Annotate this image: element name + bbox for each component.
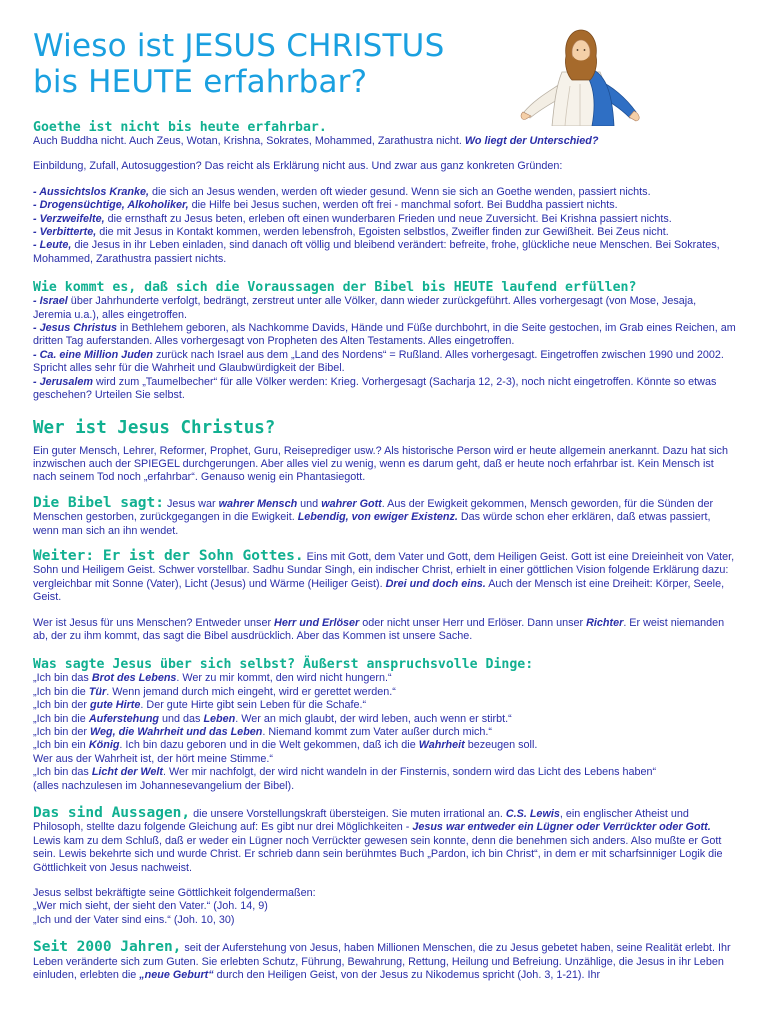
- list-item: „Ich bin ein König. Ich bin dazu geboren und in die Welt gekommen, daß ich die Wahrheit bezeugen soll.: [33, 739, 538, 752]
- section-heading-jesus-sayings: Was sagte Jesus über sich selbst? Äußerst anspruchsvolle Dinge:: [33, 657, 534, 673]
- list-item: - Verzweifelte, die ernsthaft zu Jesus beten, erleben oft einen wunderbaren Frieden und neue Zuversicht. Bei Krishna passiert nichts.: [33, 212, 672, 225]
- paragraph-2000-years: Seit 2000 Jahren, seit der Auferstehung von Jesus, haben Millionen Menschen, die zu Jesus gebetet haben, seine Realität erlebt. Ihr Leben veränderte sich zum Guten. Sie erlebten Schutz, Führung, Bewahrung, Rettung, Heilung und Befreiung. Unzählige, die Jesus in ihr Leben einluden, erlebten die „neue Geburt“ durch den Heiligen Geist, von der Jesus zu Nikodemus spricht (Joh. 3, 1-21). Ihr: [33, 939, 731, 982]
- list-item: - Ca. eine Million Juden zurück nach Israel aus dem „Land des Nordens“ = Rußland. Alles vorhergesagt. Eingetroffen zwischen 1990 und 2002. Spricht alles sehr für die Wahrheit und Glaubwürdigkeit der Bibel.: [33, 348, 724, 375]
- quote-line: „Wer mich sieht, der sieht den Vater.“ (Joh. 14, 9): [33, 900, 268, 913]
- list-item: - Jerusalem wird zum „Taumelbecher“ für alle Völker werden: Krieg. Vorhergesagt (Sacharja 12, 2-3), noch nicht eingetroffen. Könnte so etwas geschehen? Urteilen Sie selbst.: [33, 375, 717, 402]
- list-item: „Ich bin das Licht der Welt. Wer mir nachfolgt, der wird nicht wandeln in der Finsternis, sondern wird das Licht des Lebens haben“: [33, 766, 657, 779]
- title-line-2: bis HEUTE erfahrbar?: [33, 64, 368, 100]
- paragraph-reasons-intro: Einbildung, Zufall, Autosuggestion? Das reicht als Erklärung nicht aus. Und zwar aus ganz konkreten Gründen:: [33, 160, 563, 173]
- jesus-illustration: [520, 26, 644, 126]
- lead-statements: Das sind Aussagen,: [33, 805, 191, 822]
- list-item: - Israel über Jahrhunderte verfolgt, bedrängt, zerstreut unter alle Völker, dann wieder zurückgeführt. Alles vorhergesagt (von Mose, Jesaja, Jeremia u.a.), alles eingetroffen.: [33, 295, 697, 321]
- list-item: „Ich bin der Weg, die Wahrheit und das Leben. Niemand kommt zum Vater außer durch mich.“: [33, 726, 492, 738]
- paragraph-affirmation: Jesus selbst bekräftigte seine Göttlichkeit folgendermaßen:: [33, 887, 316, 900]
- list-item: „Ich bin die Auferstehung und das Leben. Wer an mich glaubt, der wird leben, auch wenn er stirbt.“: [33, 712, 512, 725]
- lead-2000-years: Seit 2000 Jahren,: [33, 939, 182, 956]
- list-item: Wer aus der Wahrheit ist, der hört meine Stimme.“: [33, 752, 274, 765]
- paragraph-son-of-god: Weiter: Er ist der Sohn Gottes. Eins mit Gott, dem Vater und Gott, dem Heiligen Geist. Gott ist eine Dreieinheit von Vater, Sohn und Heiligem Geist. Schwer vorstellbar. Sadhu Sundar Singh, ein indischer Christ, erhielt in einer göttlichen Vision folgende Erklärung dazu: vergleichbar mit Sonne (Vater), Licht (Jesus) und Wärme (Heiliger Geist). Drei und doch eins. Auch der Mensch ist eine Dreiheit: Körper, Seele, Geist.: [33, 547, 735, 604]
- title-line-1: Wieso ist JESUS CHRISTUS: [33, 28, 445, 64]
- paragraph-statements: Das sind Aussagen, die unsere Vorstellungskraft übersteigen. Sie muten irrational an. C.S. Lewis, ein englischer Atheist und Philosoph, stellte dazu folgende Gleichung auf: Es gibt nur drei Möglichkeiten - Jesus war entweder ein Lügner oder Verrückter oder Gott. Lewis kam zu dem Schluß, daß er weder ein Lügner noch Verrückter gewesen sein konnte, denn die benehmen sich anders. Also mußte er Gott sein. Lewis bekehrte sich und wurde Christ. Er schrieb dann sein berühmtes Buch „Pardon, ich bin Christ“, in dem er mit scharfsinniger Logik die Göttlichkeit von Jesus nachweist.: [33, 805, 723, 874]
- section-heading-prophecies: Wie kommt es, daß sich die Voraussagen der Bibel bis HEUTE laufend erfüllen?: [33, 280, 637, 296]
- sayings-list: [33, 672, 737, 793]
- list-item: - Jesus Christus in Bethlehem geboren, als Nachkomme Davids, Hände und Füße durchbohrt, in die Seite gestochen, im Grab eines Reichen, am dritten Tag auferstanden. Alles vorhergesagt von Propheten des Alten Testaments. Alles eingetroffen.: [33, 322, 736, 348]
- paragraph-bible-says: Die Bibel sagt: Jesus war wahrer Mensch und wahrer Gott. Aus der Ewigkeit gekommen, Mensch geworden, für die Sünden der Menschen gestorben, zurückgegangen in die Ewigkeit. Lebendig, von ewiger Existenz. Das würde schon eher erklären, daß etwas passiert, wenn man sich an ihn wendet.: [33, 494, 714, 537]
- list-item: - Drogensüchtige, Alkoholiker, die Hilfe bei Jesus suchen, werden oft frei - manchmal sofort. Bei Buddha passiert nichts.: [33, 199, 618, 212]
- lead-bible-says: Die Bibel sagt:: [33, 494, 164, 511]
- list-item: „Ich bin der gute Hirte. Der gute Hirte gibt sein Leben für die Schafe.“: [33, 699, 367, 712]
- lead-son-of-god: Weiter: Er ist der Sohn Gottes.: [33, 547, 304, 564]
- section-heading-goethe: Goethe ist nicht bis heute erfahrbar.: [33, 120, 327, 135]
- page-title: [33, 28, 444, 100]
- quote-line: „Ich und der Vater sind eins.“ (Joh. 10, 30): [33, 913, 235, 926]
- article-body: [33, 120, 737, 983]
- list-item: (alles nachzulesen im Johannesevangelium der Bibel).: [33, 779, 295, 792]
- reasons-list: [33, 186, 737, 266]
- section-heading-who-is-jesus: Wer ist Jesus Christus?: [33, 417, 276, 438]
- list-item: - Leute, die Jesus in ihr Leben einladen, sind danach oft völlig und bleibend verändert: befreite, frohe, glückliche neue Menschen. Bei Sokrates, Mohammed, Zarathustra passiert nichts.: [33, 239, 720, 265]
- paragraph-lord-or-judge: Wer ist Jesus für uns Menschen? Entweder unser Herr und Erlöser oder nicht unser Herr und Erlöser. Dann unser Richter. Er weist niemanden ab, der zu ihm kommt, das sagt die Bibel ausdrücklich. Aber das Kommen ist unsere Sache.: [33, 616, 725, 642]
- list-item: „Ich bin das Brot des Lebens. Wer zu mir kommt, den wird nicht hungern.“: [33, 672, 392, 685]
- list-item: - Aussichtslos Kranke, die sich an Jesus wenden, werden oft wieder gesund. Wenn sie sich an Goethe wenden, passiert nichts.: [33, 185, 651, 198]
- list-item: „Ich bin die Tür. Wenn jemand durch mich eingeht, wird er gerettet werden.“: [33, 685, 396, 698]
- prophecies-list: [33, 295, 737, 402]
- list-item: - Verbitterte, die mit Jesus in Kontakt kommen, werden lebensfroh, Egoisten selbstlos, Zweifler finden zur Gewißheit. Bei Zeus nicht.: [33, 226, 669, 239]
- paragraph-intro: Auch Buddha nicht. Auch Zeus, Wotan, Krishna, Sokrates, Mohammed, Zarathustra nicht. Wo liegt der Unterschied?: [33, 135, 599, 147]
- paragraph-who-is-jesus: Ein guter Mensch, Lehrer, Reformer, Prophet, Guru, Reiseprediger usw.? Als historische Person wird er heute allgemein anerkannt. Dazu hat sich inzwischen auch der SPIEGEL durchgerungen. Aber alles viel zu wenig, wenn es darum geht, daß er heute noch erfahrbar ist. Kein Mensch ist nach seinem Tod noch „erfahrbar“. Genauso wenig ein Phantasiegott.: [33, 444, 728, 484]
